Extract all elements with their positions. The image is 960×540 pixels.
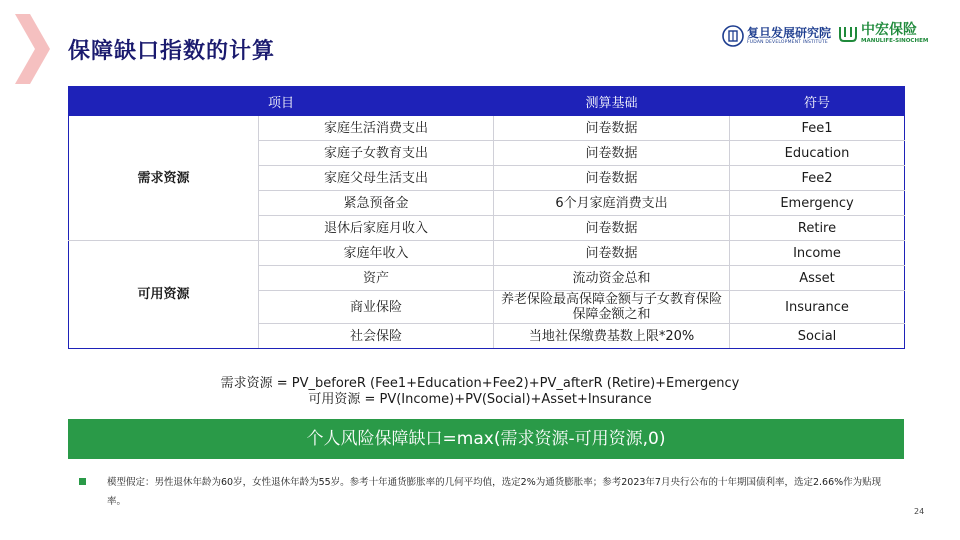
- row-basis: 6个月家庭消费支出: [494, 191, 730, 216]
- row-basis: 问卷数据: [494, 166, 730, 191]
- resource-table: [68, 86, 905, 349]
- row-symbol: Social: [730, 324, 905, 349]
- page-number: 24: [914, 507, 925, 516]
- row-item: 家庭子女教育支出: [259, 141, 494, 166]
- row-item: 家庭年收入: [259, 241, 494, 266]
- manulife-logo-cn: 中宏保险: [861, 22, 917, 38]
- fudan-emblem-icon: [722, 25, 744, 47]
- row-basis: 流动资金总和: [494, 266, 730, 291]
- row-basis: 问卷数据: [494, 241, 730, 266]
- formula-demand: 需求资源 = PV_beforeR (Fee1+Education+Fee2)+PV_afterR (Retire)+Emergency: [220, 376, 740, 391]
- row-symbol: Education: [730, 141, 905, 166]
- row-item: 社会保险: [259, 324, 494, 349]
- row-item: 家庭父母生活支出: [259, 166, 494, 191]
- header-item: 项目: [69, 87, 494, 116]
- manulife-emblem-icon: [838, 25, 858, 43]
- formula-supply: 可用资源 = PV(Income)+PV(Social)+Asset+Insurance: [308, 392, 652, 407]
- row-symbol: Insurance: [730, 291, 905, 324]
- row-symbol: Fee2: [730, 166, 905, 191]
- model-assumption-note: 模型假定：男性退休年龄为60岁，女性退休年龄为55岁。参考十年通货膨胀率的几何平均值，选定2%为通货膨胀率；参考2023年7月央行公布的十年期国债利率，选定2.66%作为贴现率。: [107, 477, 882, 507]
- row-item: 家庭生活消费支出: [259, 116, 494, 141]
- row-basis: 问卷数据: [494, 216, 730, 241]
- fudan-logo: [722, 24, 831, 48]
- header-symbol: 符号: [730, 87, 905, 116]
- group-demand: 需求资源: [69, 116, 259, 241]
- row-basis: 当地社保缴费基数上限*20%: [494, 324, 730, 349]
- page-title: 保障缺口指数的计算: [68, 39, 276, 64]
- row-symbol: Asset: [730, 266, 905, 291]
- row-item: 资产: [259, 266, 494, 291]
- row-item: 退休后家庭月收入: [259, 216, 494, 241]
- gap-formula-banner: 个人风险保障缺口=max(需求资源-可用资源,0): [68, 419, 904, 459]
- row-symbol: Fee1: [730, 116, 905, 141]
- group-supply: 可用资源: [69, 241, 259, 349]
- row-basis: 养老保险最高保障金额与子女教育保险保障金额之和: [494, 291, 730, 324]
- chevron-decoration-icon: [10, 14, 50, 84]
- fudan-logo-cn: 复旦发展研究院: [747, 25, 832, 40]
- fudan-logo-en: FUDAN DEVELOPMENT INSTITUTE: [747, 39, 828, 45]
- row-symbol: Income: [730, 241, 905, 266]
- header-basis: 测算基础: [494, 87, 730, 116]
- row-symbol: Emergency: [730, 191, 905, 216]
- manulife-logo-en: MANULIFE-SINOCHEM: [861, 38, 929, 44]
- row-basis: 问卷数据: [494, 116, 730, 141]
- bullet-square-icon: [79, 478, 86, 485]
- row-symbol: Retire: [730, 216, 905, 241]
- row-item: 紧急预备金: [259, 191, 494, 216]
- table-row: [69, 241, 905, 266]
- manulife-logo: [838, 22, 928, 45]
- row-basis: 问卷数据: [494, 141, 730, 166]
- table-row: [69, 116, 905, 141]
- row-item: 商业保险: [259, 291, 494, 324]
- table-header-row: [69, 87, 905, 116]
